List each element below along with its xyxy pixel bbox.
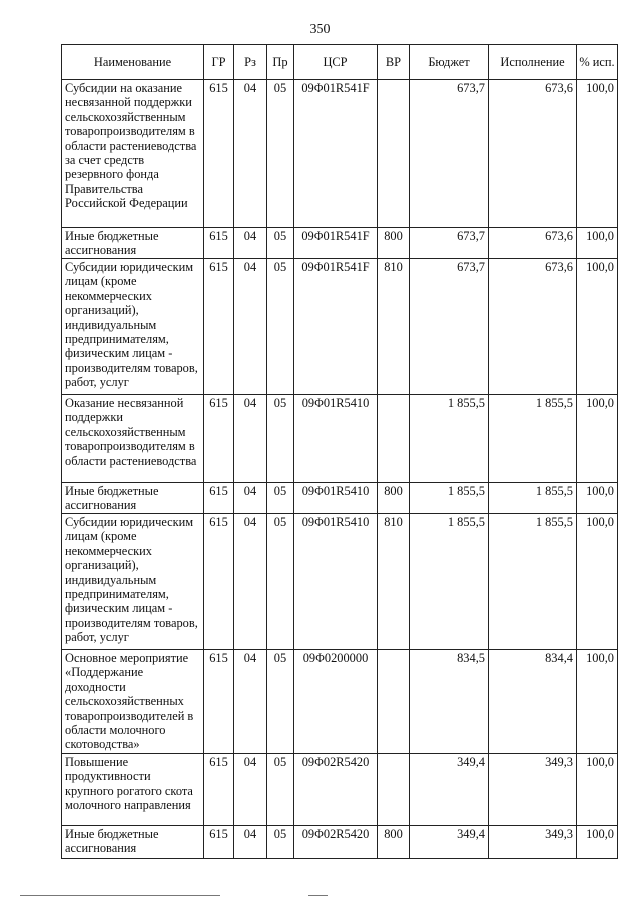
table-row [62, 754, 618, 826]
table-row [62, 395, 618, 483]
row-pr-cell: 05 [267, 483, 294, 514]
row-gr-cell: 615 [204, 395, 234, 483]
budget-table [61, 44, 618, 859]
table-row [62, 826, 618, 859]
row-vr-cell: 810 [378, 259, 410, 395]
table-row [62, 228, 618, 259]
row-execution-cell: 834,4 [489, 650, 577, 754]
row-pr-cell: 05 [267, 80, 294, 228]
header-pct: % исп. [577, 45, 618, 80]
row-pct-cell: 100,0 [577, 395, 618, 483]
row-budget-cell: 673,7 [410, 259, 489, 395]
row-name-cell: Иные бюджетные ассигнования [62, 483, 204, 514]
row-name-cell: Иные бюджетные ассигнования [62, 228, 204, 259]
row-pct-cell: 100,0 [577, 228, 618, 259]
row-budget-cell: 673,7 [410, 228, 489, 259]
row-rz-cell: 04 [234, 395, 267, 483]
row-csr-cell: 09Ф02R5420 [294, 826, 378, 859]
header-rz: Рз [234, 45, 267, 80]
row-rz-cell: 04 [234, 754, 267, 826]
row-budget-cell: 673,7 [410, 80, 489, 228]
table-row [62, 650, 618, 754]
row-rz-cell: 04 [234, 650, 267, 754]
footer-mark [308, 895, 328, 896]
row-gr-cell: 615 [204, 514, 234, 650]
row-pct-cell: 100,0 [577, 650, 618, 754]
row-pct-cell: 100,0 [577, 826, 618, 859]
row-pr-cell: 05 [267, 650, 294, 754]
table-row [62, 483, 618, 514]
row-execution-cell: 673,6 [489, 228, 577, 259]
row-gr-cell: 615 [204, 259, 234, 395]
row-rz-cell: 04 [234, 514, 267, 650]
row-budget-cell: 834,5 [410, 650, 489, 754]
row-csr-cell: 09Ф01R5410 [294, 483, 378, 514]
row-vr-cell: 810 [378, 514, 410, 650]
row-name-cell: Субсидии юридическим лицам (кроме некоммерческих организаций), индивидуальным предпринимателям, физическим лицам - производителям товаров, работ, услуг [62, 514, 204, 650]
header-vr: ВР [378, 45, 410, 80]
row-pr-cell: 05 [267, 826, 294, 859]
row-gr-cell: 615 [204, 650, 234, 754]
page-number: 350 [309, 22, 331, 37]
row-budget-cell: 1 855,5 [410, 395, 489, 483]
row-rz-cell: 04 [234, 228, 267, 259]
row-gr-cell: 615 [204, 483, 234, 514]
row-budget-cell: 1 855,5 [410, 483, 489, 514]
row-gr-cell: 615 [204, 754, 234, 826]
row-name-cell: Повышение продуктивности крупного рогатого скота молочного направления [62, 754, 204, 826]
row-gr-cell: 615 [204, 826, 234, 859]
row-vr-cell [378, 754, 410, 826]
table-row [62, 514, 618, 650]
row-execution-cell: 1 855,5 [489, 514, 577, 650]
header-execution: Исполнение [489, 45, 577, 80]
row-csr-cell: 09Ф01R5410 [294, 395, 378, 483]
row-pct-cell: 100,0 [577, 483, 618, 514]
row-gr-cell: 615 [204, 80, 234, 228]
row-rz-cell: 04 [234, 80, 267, 228]
header-csr: ЦСР [294, 45, 378, 80]
row-pct-cell: 100,0 [577, 754, 618, 826]
row-pr-cell: 05 [267, 228, 294, 259]
row-rz-cell: 04 [234, 259, 267, 395]
row-execution-cell: 1 855,5 [489, 483, 577, 514]
header-pr: Пр [267, 45, 294, 80]
row-csr-cell: 09Ф01R541F [294, 228, 378, 259]
row-csr-cell: 09Ф01R5410 [294, 514, 378, 650]
row-rz-cell: 04 [234, 826, 267, 859]
row-execution-cell: 349,3 [489, 826, 577, 859]
table-row [62, 80, 618, 228]
row-name-cell: Оказание несвязанной поддержки сельскохозяйственным товаропроизводителям в области растениеводства [62, 395, 204, 483]
row-name-cell: Субсидии юридическим лицам (кроме некоммерческих организаций), индивидуальным предпринимателям, физическим лицам - производителям товаров, работ, услуг [62, 259, 204, 395]
row-csr-cell: 09Ф02R5420 [294, 754, 378, 826]
header-name: Наименование [62, 45, 204, 80]
row-vr-cell: 800 [378, 228, 410, 259]
row-pct-cell: 100,0 [577, 80, 618, 228]
row-execution-cell: 1 855,5 [489, 395, 577, 483]
row-vr-cell [378, 395, 410, 483]
row-vr-cell [378, 650, 410, 754]
table-header-row [62, 45, 618, 80]
row-name-cell: Основное мероприятие «Поддержание доходности сельскохозяйственных товаропроизводителей в области молочного скотоводства» [62, 650, 204, 754]
row-budget-cell: 349,4 [410, 826, 489, 859]
row-vr-cell [378, 80, 410, 228]
row-execution-cell: 673,6 [489, 80, 577, 228]
header-budget: Бюджет [410, 45, 489, 80]
row-rz-cell: 04 [234, 483, 267, 514]
row-name-cell: Субсидии на оказание несвязанной поддержки сельскохозяйственным товаропроизводителям в области растениеводства за счет средств резервного фонда Правительства Российской Федерации [62, 80, 204, 228]
row-budget-cell: 349,4 [410, 754, 489, 826]
row-pr-cell: 05 [267, 395, 294, 483]
footer-rule [20, 895, 220, 896]
row-pr-cell: 05 [267, 514, 294, 650]
row-csr-cell: 09Ф0200000 [294, 650, 378, 754]
row-pr-cell: 05 [267, 259, 294, 395]
row-execution-cell: 349,3 [489, 754, 577, 826]
row-budget-cell: 1 855,5 [410, 514, 489, 650]
row-gr-cell: 615 [204, 228, 234, 259]
row-name-cell: Иные бюджетные ассигнования [62, 826, 204, 859]
table-row [62, 259, 618, 395]
row-vr-cell: 800 [378, 826, 410, 859]
row-pct-cell: 100,0 [577, 259, 618, 395]
row-pct-cell: 100,0 [577, 514, 618, 650]
row-csr-cell: 09Ф01R541F [294, 259, 378, 395]
row-pr-cell: 05 [267, 754, 294, 826]
row-vr-cell: 800 [378, 483, 410, 514]
row-csr-cell: 09Ф01R541F [294, 80, 378, 228]
row-execution-cell: 673,6 [489, 259, 577, 395]
header-gr: ГР [204, 45, 234, 80]
